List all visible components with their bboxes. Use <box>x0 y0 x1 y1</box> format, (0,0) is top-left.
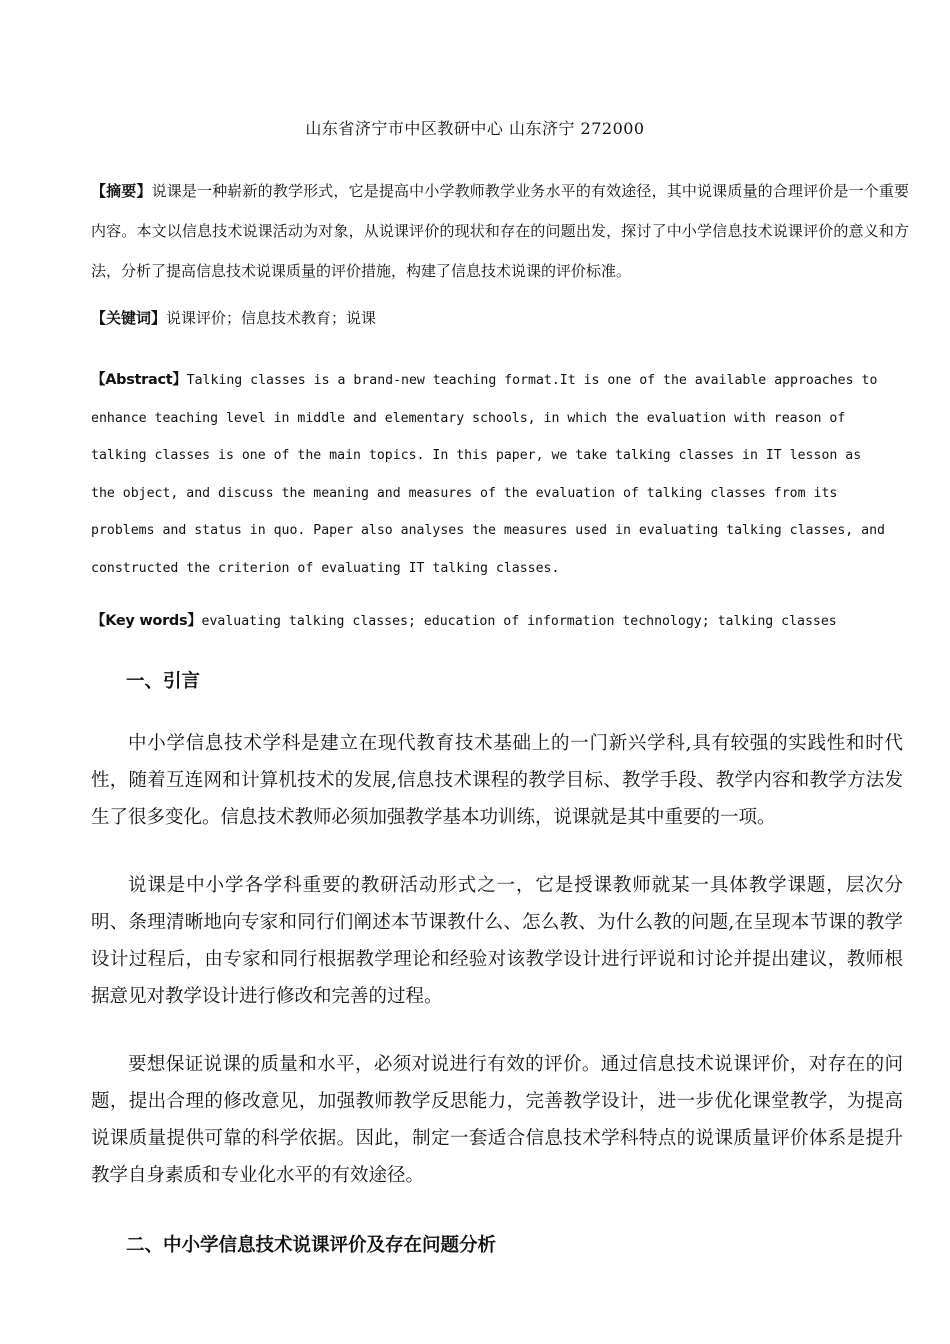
english-keywords-label: 【Key words】 <box>91 613 202 629</box>
chinese-keywords-text: 说课评价；信息技术教育；说课 <box>166 309 377 327</box>
author-affiliation: 山东省济宁市中区教研中心 山东济宁 272000 <box>305 119 645 138</box>
english-abstract <box>91 362 891 587</box>
chinese-abstract-label: 【摘要】 <box>91 182 152 200</box>
body-paragraph: 要想保证说课的质量和水平，必须对说进行有效的评价。通过信息技术说课评价，对存在的问题，提出合理的修改意见，加强教师教学反思能力，完善教学设计，进一步优化课堂教学，为提高说课质量提供可靠的科学依据。因此，制定一套适合信息技术学科特点的说课质量评价体系是提升教学自身素质和专业化水平的有效途径。 <box>91 1054 903 1186</box>
english-keywords <box>91 607 921 636</box>
english-abstract-label: 【Abstract】 <box>91 372 187 388</box>
body-paragraph: 说课是中小学各学科重要的教研活动形式之一，它是授课教师就某一具体教学课题，层次分明、条理清晰地向专家和同行们阐述本节课教什么、怎么教、为什么教的问题,在呈现本节课的教学设计过程后，由专家和同行根据教学理论和经验对该教学设计进行评说和讨论并提出建议，教师根据意见对教学设计进行修改和完善的过程。 <box>91 875 903 1007</box>
english-abstract-text: Talking classes is a brand-new teaching format.It is one of the available approaches to enhance teaching level in middle and elementary schools, in which the evaluation with reason of talking classes is one of the main topics. In this paper, we take talking classes in IT lesson as the object, and discuss the meaning and measures of the evaluation of talking classes from its problems and status in quo. Paper also analyses the measures used in evaluating talking classes, and constructed the criterion of evaluating IT talking classes. <box>91 373 885 576</box>
section-heading-analysis: 二、中小学信息技术说课评价及存在问题分析 <box>126 1235 497 1256</box>
chinese-abstract <box>91 171 909 291</box>
english-keywords-text: evaluating talking classes; education of information technology; talking classes <box>201 614 837 629</box>
chinese-keywords <box>91 304 909 332</box>
section-heading-introduction: 一、引言 <box>126 671 201 692</box>
chinese-abstract-text: 说课是一种崭新的教学形式，它是提高中小学教师教学业务水平的有效途径，其中说课质量的合理评价是一个重要内容。本文以信息技术说课活动为对象，从说课评价的现状和存在的问题出发，探讨了中小学信息技术说课评价的意义和方法，分析了提高信息技术说课质量的评价措施，构建了信息技术说课的评价标准。 <box>91 182 909 280</box>
chinese-keywords-label: 【关键词】 <box>91 309 167 327</box>
body-paragraph: 中小学信息技术学科是建立在现代教育技术基础上的一门新兴学科,具有较强的实践性和时代性，随着互连网和计算机技术的发展,信息技术课程的教学目标、教学手段、教学内容和教学方法发生了很多变化。信息技术教师必须加强教学基本功训练，说课就是其中重要的一项。 <box>91 733 903 828</box>
